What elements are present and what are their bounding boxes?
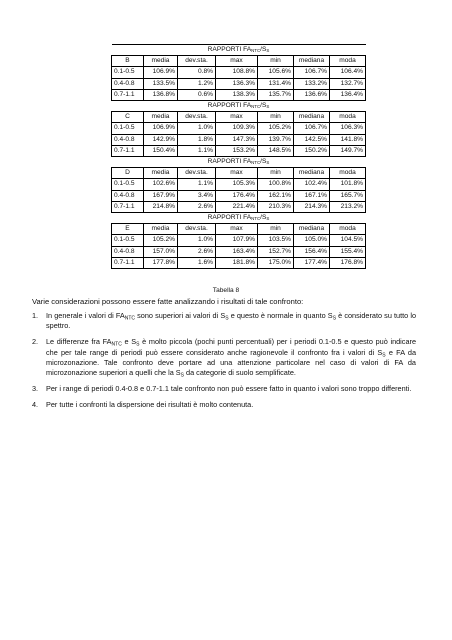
table-cell: 150.4%: [144, 145, 178, 156]
table-title-subscript: NTC: [251, 160, 261, 166]
subscript: S: [225, 315, 229, 322]
list-item: [32, 337, 416, 378]
table-title-tail-subscript: S: [266, 216, 270, 222]
table-row-label: 0.4-0.8: [112, 134, 144, 145]
table-cell: 138.3%: [216, 89, 258, 100]
list-item-text: Le differenze fra FA: [46, 337, 112, 347]
table-cell: 177.4%: [294, 257, 330, 268]
list-item: [32, 384, 416, 394]
table-cell: 214.8%: [144, 201, 178, 212]
table-header-cell: mediana: [294, 168, 330, 179]
table-header-cell: max: [216, 112, 258, 123]
table-row: [112, 201, 366, 212]
table-cell: 210.3%: [258, 201, 294, 212]
table-row-label: 0.1-0.5: [112, 123, 144, 134]
table-cell: 136.4%: [330, 89, 366, 100]
table-title: [112, 45, 366, 56]
table-cell: 175.0%: [258, 257, 294, 268]
table-title-tail: /S: [260, 158, 267, 166]
table-cell: 214.3%: [294, 201, 330, 212]
table-header-cell: mediana: [294, 224, 330, 235]
table-cell: 167.9%: [144, 190, 178, 201]
table-row: [112, 145, 366, 156]
table-cell: 105.0%: [294, 235, 330, 246]
table-row: [112, 78, 366, 89]
list-item-text: è considerato su tutto lo spettro.: [46, 311, 417, 331]
table-cell: 1.0%: [178, 235, 216, 246]
table-row: [112, 179, 366, 190]
list-item-text: e S: [121, 337, 137, 347]
table-cell: 162.1%: [258, 190, 294, 201]
list-item-text: e questo è normale in quanto S: [228, 311, 333, 320]
table-cell: 133.2%: [294, 78, 330, 89]
table-row: [112, 67, 366, 78]
table-header-cell: E: [112, 224, 144, 235]
table-cell: 108.8%: [216, 67, 258, 78]
table-title-tail: /S: [260, 214, 267, 222]
table-title-subscript: NTC: [251, 104, 261, 110]
table-cell: 1.2%: [178, 78, 216, 89]
table-cell: 135.7%: [258, 89, 294, 100]
table-cell: 142.9%: [144, 134, 178, 145]
table-cell: 106.7%: [294, 123, 330, 134]
table-cell: 139.7%: [258, 134, 294, 145]
table-row: [112, 123, 366, 134]
table-cell: 163.4%: [216, 246, 258, 257]
table-cell: 2.6%: [178, 246, 216, 257]
table-header-cell: moda: [330, 168, 366, 179]
list-item-text: Per tutte i confronti la dispersione dei risultati è molto contenuta.: [46, 400, 254, 410]
table-header-cell: dev.sta.: [178, 224, 216, 235]
table-cell: 131.4%: [258, 78, 294, 89]
table-header-cell: moda: [330, 56, 366, 67]
table-cell: 107.9%: [216, 235, 258, 246]
subscript: NTC: [111, 341, 122, 348]
table-cell: 105.3%: [216, 179, 258, 190]
table-header-cell: dev.sta.: [178, 168, 216, 179]
subscript: S: [180, 372, 185, 379]
list-item-text: e FA da microzonazione. Tale confronto deve portare ad una attenzione particolare nel caso di valori di FA da microzonazione superiori a quelli che la S: [46, 347, 416, 378]
list-item-text: Per i range di periodi 0.4-0.8 e 0.7-1.1 tale confronto non può essere fatto in quanto i valori sono troppo differenti.: [46, 384, 412, 394]
table-cell: 213.2%: [330, 201, 366, 212]
table-cell: 105.2%: [144, 235, 178, 246]
table-cell: 106.7%: [294, 67, 330, 78]
table-cell: 105.2%: [258, 123, 294, 134]
table-title: [112, 101, 366, 112]
table-cell: 221.4%: [216, 201, 258, 212]
table-header-cell: media: [144, 56, 178, 67]
table-title-text: RAPPORTI FA: [207, 46, 252, 53]
table-cell: 109.3%: [216, 123, 258, 134]
table-cell: 181.8%: [216, 257, 258, 268]
table-row: [112, 257, 366, 268]
list-item-number: 1.: [32, 311, 39, 320]
table-cell: 100.8%: [258, 179, 294, 190]
table-cell: 150.2%: [294, 145, 330, 156]
subscript: S: [136, 341, 140, 348]
ratio-tables: [111, 44, 366, 269]
table-header-cell: media: [144, 224, 178, 235]
list-item-number: 3.: [32, 384, 39, 394]
table-cell: 136.3%: [216, 78, 258, 89]
table-header-cell: max: [216, 224, 258, 235]
list-item-number: 2.: [32, 337, 39, 347]
table-cell: 177.8%: [144, 257, 178, 268]
table-row: [112, 190, 366, 201]
table-cell: 1.1%: [178, 145, 216, 156]
subscript: S: [382, 352, 386, 359]
table-cell: 165.7%: [330, 190, 366, 201]
table-title-tail-subscript: S: [266, 48, 270, 53]
table-cell: 156.4%: [294, 246, 330, 257]
table-row-label: 0.4-0.8: [112, 78, 144, 89]
table-row-label: 0.7-1.1: [112, 201, 144, 212]
table-cell: 148.5%: [258, 145, 294, 156]
table-header-cell: moda: [330, 112, 366, 123]
table-row-label: 0.1-0.5: [112, 179, 144, 190]
table-header-cell: min: [258, 168, 294, 179]
table-cell: 149.7%: [330, 145, 366, 156]
table-title: [112, 213, 366, 224]
table-header-cell: B: [112, 56, 144, 67]
table-header-cell: min: [258, 224, 294, 235]
table-header-cell: dev.sta.: [178, 56, 216, 67]
table-cell: 1.8%: [178, 134, 216, 145]
table-title-tail-subscript: S: [266, 104, 270, 110]
table-title-row: [112, 157, 366, 168]
subscript: S: [332, 315, 337, 322]
table-cell: 0.8%: [178, 67, 216, 78]
table-cell: 133.5%: [144, 78, 178, 89]
table-row-label: 0.7-1.1: [112, 257, 144, 268]
table-row-label: 0.7-1.1: [112, 89, 144, 100]
table-header-cell: min: [258, 56, 294, 67]
table-cell: 0.6%: [178, 89, 216, 100]
table-header-row: [112, 112, 366, 123]
table-cell: 2.6%: [178, 201, 216, 212]
table-header-cell: dev.sta.: [178, 112, 216, 123]
table-row-label: 0.1-0.5: [112, 67, 144, 78]
list-item: [32, 311, 416, 331]
table-caption: Tabella 8: [212, 287, 240, 294]
table-header-cell: max: [216, 56, 258, 67]
table-row: [112, 89, 366, 100]
table-title: [112, 157, 366, 168]
table-title-subscript: NTC: [251, 48, 261, 53]
intro-paragraph: Varie considerazioni possono essere fatte analizzando i risultati di tale confronto:: [32, 297, 304, 306]
table-cell: 1.6%: [178, 257, 216, 268]
table-cell: 153.2%: [216, 145, 258, 156]
table-cell: 3.4%: [178, 190, 216, 201]
table-title-row: [112, 213, 366, 224]
table-row: [112, 235, 366, 246]
table-title-tail-subscript: S: [266, 160, 270, 166]
table-cell: 1.0%: [178, 123, 216, 134]
table-title-text: RAPPORTI FA: [207, 158, 252, 166]
table-header-cell: media: [144, 112, 178, 123]
table-row-label: 0.1-0.5: [112, 235, 144, 246]
subscript: NTC: [124, 315, 136, 322]
table-title-text: RAPPORTI FA: [207, 214, 252, 222]
table-cell: 147.3%: [216, 134, 258, 145]
table-row: [112, 246, 366, 257]
table-header-cell: D: [112, 168, 144, 179]
table-cell: 157.0%: [144, 246, 178, 257]
table-row-label: 0.4-0.8: [112, 190, 144, 201]
table-cell: 103.5%: [258, 235, 294, 246]
table-title-row: [112, 45, 366, 56]
table-header-row: [112, 56, 366, 67]
list-item-text: sono superiori ai valori di S: [135, 311, 226, 320]
table-row-label: 0.7-1.1: [112, 145, 144, 156]
table-title-tail: /S: [260, 102, 267, 110]
list-item-number: 4.: [32, 400, 39, 410]
table-cell: 176.8%: [330, 257, 366, 268]
table-header-row: [112, 224, 366, 235]
table-title-text: RAPPORTI FA: [207, 102, 252, 110]
table-title-tail: /S: [260, 46, 267, 53]
table-cell: 105.6%: [258, 67, 294, 78]
table-header-cell: moda: [330, 224, 366, 235]
table-header-cell: media: [144, 168, 178, 179]
considerations-list: [32, 311, 416, 417]
table-header-row: [112, 168, 366, 179]
list-item: [32, 400, 416, 410]
table-title-row: [112, 101, 366, 112]
table-cell: 1.1%: [178, 179, 216, 190]
table-header-cell: mediana: [294, 112, 330, 123]
list-item-text: è molto piccola (pochi punti percentuali) per i periodi 0.1-0.5 e questo può indicare che per tale range di periodi può essere considerato anche ragionevole il confronto fra i valori di S: [46, 337, 416, 357]
table-cell: 106.4%: [330, 67, 366, 78]
table-cell: 106.9%: [144, 123, 178, 134]
table-cell: 176.4%: [216, 190, 258, 201]
table-header-cell: C: [112, 112, 144, 123]
table-cell: 167.1%: [294, 190, 330, 201]
table-row: [112, 134, 366, 145]
table-cell: 142.5%: [294, 134, 330, 145]
table-header-cell: min: [258, 112, 294, 123]
table-title-subscript: NTC: [251, 216, 261, 222]
table-cell: 106.3%: [330, 123, 366, 134]
table-header-cell: max: [216, 168, 258, 179]
table-header-cell: mediana: [294, 56, 330, 67]
table-cell: 106.9%: [144, 67, 178, 78]
table-cell: 104.5%: [330, 235, 366, 246]
table-cell: 155.4%: [330, 246, 366, 257]
table-cell: 132.7%: [330, 78, 366, 89]
table-row-label: 0.4-0.8: [112, 246, 144, 257]
table-cell: 152.7%: [258, 246, 294, 257]
table-cell: 136.6%: [294, 89, 330, 100]
list-item-text: In generale i valori di FA: [46, 311, 125, 320]
table-cell: 101.8%: [330, 179, 366, 190]
table-cell: 136.8%: [144, 89, 178, 100]
table-cell: 141.8%: [330, 134, 366, 145]
table-cell: 102.4%: [294, 179, 330, 190]
table-cell: 102.6%: [144, 179, 178, 190]
list-item-text: da categorie di suolo semplificate.: [184, 368, 296, 378]
